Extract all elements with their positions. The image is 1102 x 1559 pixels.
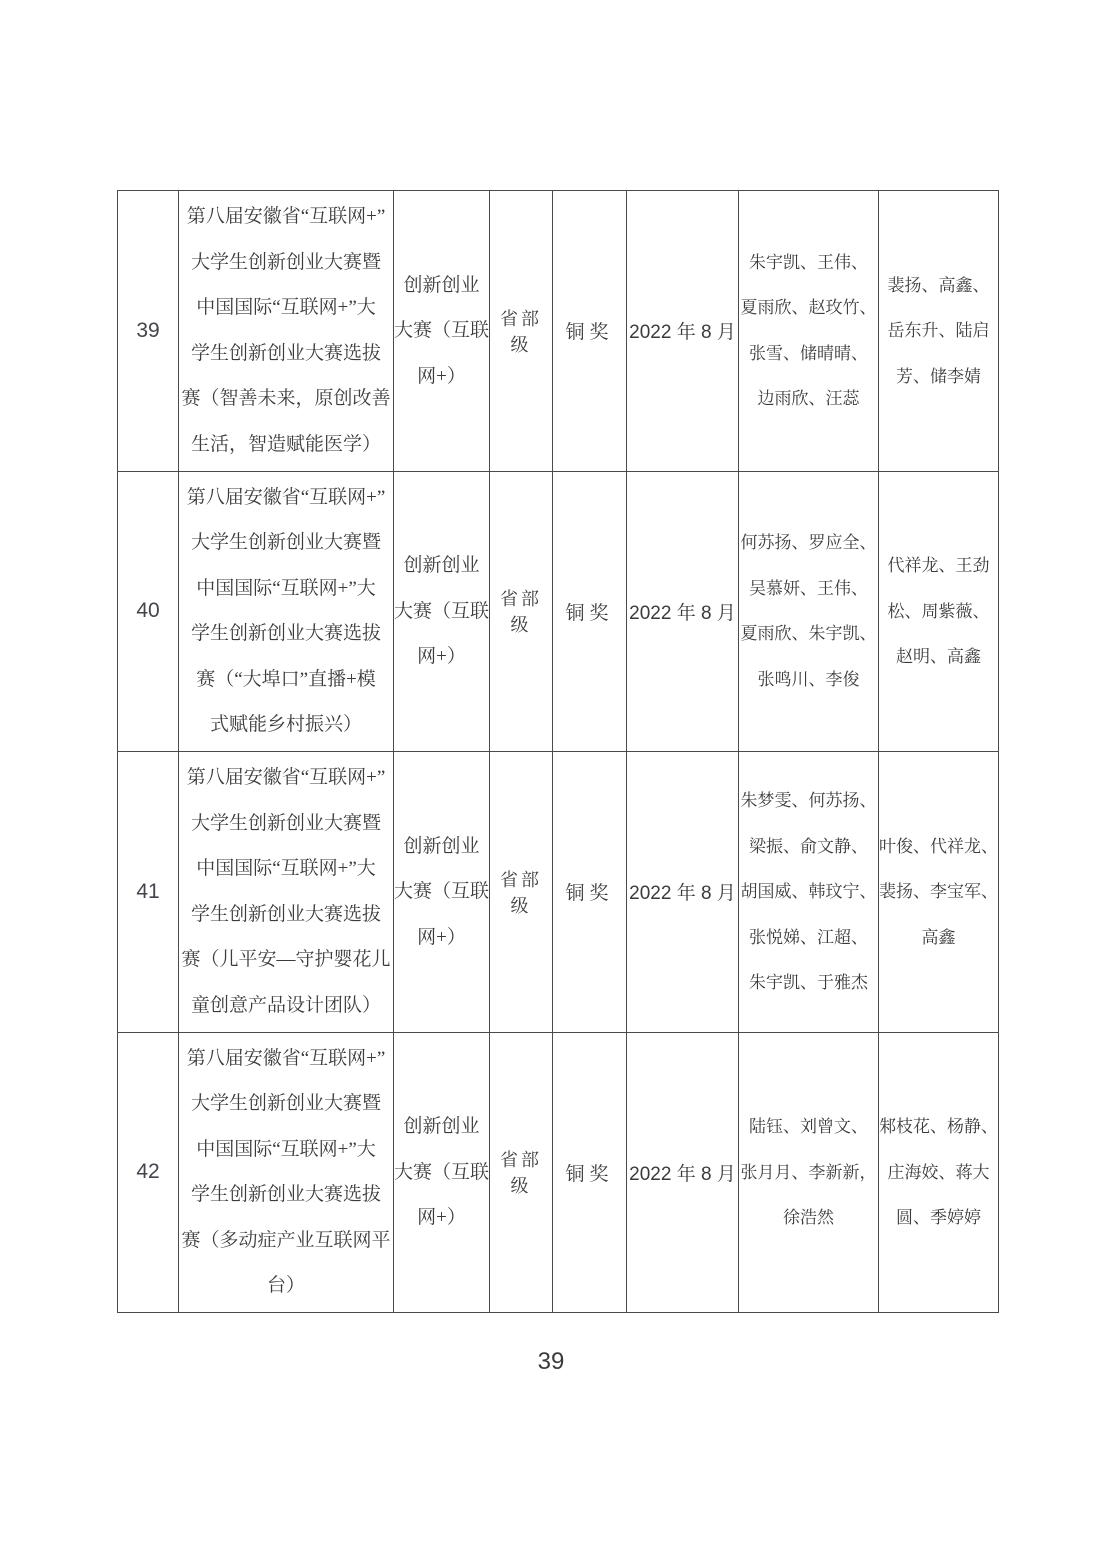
text-line: 大赛（互联	[394, 320, 490, 341]
text-line: 赛（多动症产业互联网平	[181, 1229, 391, 1251]
table-row	[118, 1032, 999, 1313]
cell-level: 省部级	[490, 191, 553, 472]
text-line: 赛（儿平安—守护婴花儿	[181, 949, 391, 971]
text-line: 学生创新创业大赛选拔	[190, 903, 381, 925]
text-line: 童创意产品设计团队）	[190, 994, 381, 1016]
text-line: 何苏扬、罗应全、	[740, 533, 877, 553]
text-line: 张雪、储晴晴、	[749, 343, 869, 363]
table-row	[118, 471, 999, 752]
cell-award: 铜奖	[553, 1032, 627, 1313]
text-line: 第八届安徽省“互联网+”	[186, 206, 386, 228]
cell-date: 2022 年 8 月	[627, 191, 739, 472]
cell-teachers	[879, 471, 999, 752]
text-line: 网+）	[417, 365, 466, 387]
text-line: 网+）	[417, 1207, 466, 1228]
text-line: 芳、储李婧	[896, 366, 982, 386]
text-line: 朱宇凯、王伟、	[749, 252, 869, 272]
text-line: 学生创新创业大赛选拔	[190, 1184, 381, 1206]
text-line: 创新创业	[403, 835, 480, 857]
text-line: 夏雨欣、赵玫竹、	[740, 298, 877, 318]
text-line: 大赛（互联	[394, 881, 490, 902]
text-line: 中国国际“互联网+”大	[196, 577, 376, 599]
text-line: 张悦娣、江超、	[749, 927, 869, 947]
text-line: 岳东升、陆启	[887, 321, 990, 340]
text-line: 胡国威、韩玟宁、	[740, 882, 877, 901]
text-line: 中国国际“互联网+”大	[196, 858, 376, 880]
text-line: 式赋能乡村振兴）	[209, 714, 362, 736]
text-line: 徐浩然	[783, 1208, 835, 1227]
text-line: 圆、季婷婷	[896, 1208, 982, 1227]
text-line: 夏雨欣、朱宇凯、	[740, 624, 877, 644]
cell-award: 铜奖	[553, 752, 627, 1033]
cell-competition-name	[179, 1032, 394, 1313]
text-line: 边雨欣、汪蕊	[757, 389, 860, 409]
text-line: 代祥龙、王劲	[887, 556, 990, 575]
cell-row-number: 40	[118, 471, 179, 752]
text-line: 大学生创新创业大赛暨	[190, 812, 381, 834]
text-line: 大学生创新创业大赛暨	[190, 251, 381, 273]
text-line: 松、周紫薇、	[887, 601, 990, 621]
text-line: 学生创新创业大赛选拔	[190, 623, 381, 645]
text-line: 中国国际“互联网+”大	[196, 1138, 376, 1160]
text-line: 吴慕妍、王伟、	[749, 578, 869, 598]
cell-competition-category	[394, 1032, 490, 1313]
text-line: 梁振、俞文静、	[749, 836, 869, 856]
cell-level: 省部级	[490, 1032, 553, 1313]
cell-teachers	[879, 191, 999, 472]
text-line: 第八届安徽省“互联网+”	[186, 1047, 386, 1069]
cell-award: 铜奖	[553, 191, 627, 472]
text-line: 赛（“大埠口”直播+模	[196, 668, 376, 690]
text-line: 叶俊、代祥龙、	[879, 836, 999, 856]
cell-competition-name	[179, 191, 394, 472]
cell-students	[739, 1032, 879, 1313]
cell-row-number: 42	[118, 1032, 179, 1313]
cell-competition-category	[394, 752, 490, 1033]
text-line: 学生创新创业大赛选拔	[190, 342, 381, 364]
cell-competition-name	[179, 752, 394, 1033]
cell-award: 铜奖	[553, 471, 627, 752]
cell-date: 2022 年 8 月	[627, 752, 739, 1033]
text-line: 第八届安徽省“互联网+”	[186, 486, 386, 508]
cell-students	[739, 191, 879, 472]
text-line: 高鑫	[921, 927, 956, 947]
text-line: 朱宇凯、于雅杰	[749, 973, 869, 992]
text-line: 创新创业	[403, 1116, 480, 1137]
text-line: 邾枝花、杨静、	[879, 1117, 999, 1136]
text-line: 陆钰、刘曾文、	[749, 1117, 869, 1136]
table-row	[118, 191, 999, 472]
text-line: 裴扬、李宝军、	[879, 882, 999, 901]
text-line: 大赛（互联	[394, 1161, 490, 1183]
page-number: 39	[537, 1348, 565, 1375]
text-line: 朱梦雯、何苏扬、	[740, 791, 877, 810]
text-line: 生活，智造赋能医学）	[190, 433, 381, 455]
awards-table	[117, 190, 999, 1313]
text-line: 赛（智善未来，原创改善	[181, 388, 391, 410]
table-row	[118, 752, 999, 1033]
text-line: 创新创业	[403, 555, 480, 576]
cell-level: 省部级	[490, 471, 553, 752]
text-line: 中国国际“互联网+”大	[196, 297, 376, 319]
text-line: 第八届安徽省“互联网+”	[186, 767, 386, 789]
text-line: 大赛（互联	[394, 600, 490, 622]
text-line: 赵明、高鑫	[896, 647, 982, 666]
cell-competition-name	[179, 471, 394, 752]
text-line: 张鸣川、李俊	[757, 669, 860, 689]
cell-date: 2022 年 8 月	[627, 1032, 739, 1313]
cell-teachers	[879, 1032, 999, 1313]
cell-row-number: 41	[118, 752, 179, 1033]
text-line: 网+）	[417, 646, 466, 667]
cell-date: 2022 年 8 月	[627, 471, 739, 752]
text-line: 创新创业	[403, 274, 480, 296]
text-line: 大学生创新创业大赛暨	[190, 532, 381, 554]
text-line: 裴扬、高鑫、	[887, 275, 990, 295]
text-line: 张月月、李新新，	[740, 1162, 877, 1182]
text-line: 台）	[266, 1275, 305, 1297]
cell-level: 省部级	[490, 752, 553, 1033]
cell-row-number: 39	[118, 191, 179, 472]
cell-teachers	[879, 752, 999, 1033]
text-line: 网+）	[417, 926, 466, 948]
text-line: 大学生创新创业大赛暨	[190, 1093, 381, 1115]
text-line: 庄海姣、蒋大	[887, 1162, 990, 1182]
cell-students	[739, 752, 879, 1033]
cell-students	[739, 471, 879, 752]
cell-competition-category	[394, 471, 490, 752]
cell-competition-category	[394, 191, 490, 472]
